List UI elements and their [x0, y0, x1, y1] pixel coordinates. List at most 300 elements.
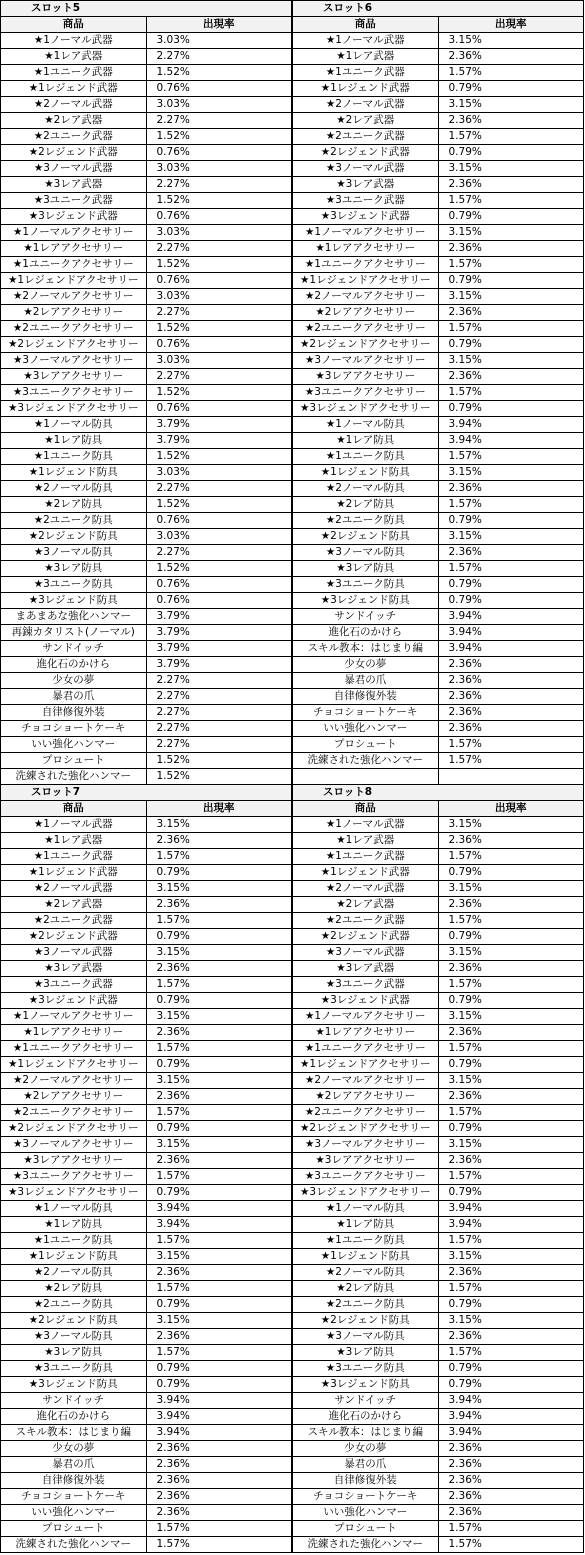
table-row [1, 1169, 292, 1185]
item-rate: 1.57% [438, 385, 584, 401]
table-row [293, 721, 584, 737]
table-row [293, 209, 584, 225]
item-rate: 2.36% [438, 673, 584, 689]
item-rate: 0.79% [438, 273, 584, 289]
item-name: ★1ノーマルアクセサリー [293, 225, 439, 241]
table-row [293, 641, 584, 657]
item-name: ★2レア防具 [293, 1281, 439, 1297]
slot-8-column [292, 784, 584, 1553]
item-name: ★3ユニークアクセサリー [293, 385, 439, 401]
item-rate: 3.15% [438, 1009, 584, 1025]
item-name: ★3レア防具 [293, 1345, 439, 1361]
item-rate: 2.36% [438, 481, 584, 497]
table-row [293, 321, 584, 337]
table-row [1, 1217, 292, 1233]
item-name: ★3レジェンド武器 [293, 993, 439, 1009]
item-rate: 3.03% [146, 161, 292, 177]
column-header-rate: 出現率 [146, 17, 292, 33]
item-name: ★3レア武器 [1, 177, 147, 193]
item-rate: 3.94% [438, 641, 584, 657]
item-name: ★1レアアクセサリー [1, 241, 147, 257]
item-rate: 2.27% [146, 369, 292, 385]
item-name: ★3レジェンド防具 [1, 593, 147, 609]
item-rate: 0.79% [146, 1185, 292, 1201]
slot-7-table [0, 784, 292, 1553]
item-rate: 1.52% [146, 129, 292, 145]
table-row [293, 1377, 584, 1393]
table-row [293, 881, 584, 897]
item-name: ★3ノーマルアクセサリー [293, 353, 439, 369]
item-rate: 2.36% [146, 1505, 292, 1521]
item-name: ★3ユニークアクセサリー [1, 385, 147, 401]
table-row [293, 977, 584, 993]
item-name: サンドイッチ [1, 1393, 147, 1409]
item-rate: 2.36% [438, 1025, 584, 1041]
item-rate: 0.79% [438, 1057, 584, 1073]
item-rate: 2.27% [146, 737, 292, 753]
item-name: ★2ノーマルアクセサリー [1, 1073, 147, 1089]
item-rate: 3.15% [438, 465, 584, 481]
item-name: ★2レジェンド武器 [293, 145, 439, 161]
table-row [293, 289, 584, 305]
item-rate: 2.36% [438, 1153, 584, 1169]
item-rate: 3.03% [146, 289, 292, 305]
item-name: 少女の夢 [1, 673, 147, 689]
item-name: 自律修復外装 [1, 705, 147, 721]
table-row [293, 129, 584, 145]
table-row [1, 49, 292, 65]
item-name: いい強化ハンマー [1, 737, 147, 753]
item-rate: 2.36% [146, 833, 292, 849]
item-rate: 2.36% [438, 305, 584, 321]
table-row [1, 705, 292, 721]
item-name: ★1ノーマル武器 [1, 33, 147, 49]
item-name: 洗練された強化ハンマー [293, 753, 439, 769]
column-header-item: 商品 [293, 17, 439, 33]
item-name: ★1ノーマルアクセサリー [1, 1009, 147, 1025]
item-rate: 2.27% [146, 177, 292, 193]
table-row [1, 753, 292, 769]
table-row [1, 433, 292, 449]
item-name: ★2レアアクセサリー [293, 1089, 439, 1105]
item-name: ★1ノーマル防具 [1, 417, 147, 433]
table-row [293, 1233, 584, 1249]
table-row [293, 449, 584, 465]
table-row [1, 481, 292, 497]
table-row [1, 81, 292, 97]
item-rate: 1.57% [438, 321, 584, 337]
item-name: 再錬カタリスト(ノーマル) [1, 625, 147, 641]
table-row [293, 1009, 584, 1025]
item-rate: 3.15% [438, 33, 584, 49]
table-row [1, 113, 292, 129]
item-rate: 3.03% [146, 465, 292, 481]
item-name: ★2ノーマル防具 [1, 1265, 147, 1281]
item-rate: 2.36% [438, 1089, 584, 1105]
table-row [293, 1153, 584, 1169]
item-rate: 0.76% [146, 401, 292, 417]
table-row [293, 609, 584, 625]
table-row [293, 577, 584, 593]
item-rate: 3.15% [146, 1073, 292, 1089]
item-rate: 2.36% [438, 545, 584, 561]
empty-cell [293, 769, 439, 785]
table-row [293, 33, 584, 49]
item-name: ★3ノーマルアクセサリー [1, 353, 147, 369]
table-row [293, 1457, 584, 1473]
table-row [1, 1377, 292, 1393]
column-header-rate: 出現率 [438, 801, 584, 817]
item-name: ★3レア防具 [1, 1345, 147, 1361]
item-rate: 0.79% [146, 929, 292, 945]
table-row [1, 945, 292, 961]
table-row [293, 1361, 584, 1377]
item-rate: 2.27% [146, 545, 292, 561]
item-rate: 3.15% [146, 945, 292, 961]
item-name: チョコショートケーキ [1, 1489, 147, 1505]
item-rate: 2.36% [438, 689, 584, 705]
item-rate: 3.94% [146, 1409, 292, 1425]
item-rate: 1.57% [146, 977, 292, 993]
table-row [1, 1041, 292, 1057]
table-row [1, 241, 292, 257]
table-row [1, 913, 292, 929]
item-rate: 1.57% [438, 1041, 584, 1057]
item-name: ★2レア武器 [1, 897, 147, 913]
item-rate: 3.94% [438, 433, 584, 449]
table-row [293, 481, 584, 497]
item-name: ★2ノーマル防具 [293, 1265, 439, 1281]
item-rate: 1.57% [438, 1281, 584, 1297]
table-row [1, 593, 292, 609]
table-row [293, 689, 584, 705]
item-rate: 3.15% [438, 1249, 584, 1265]
table-row [1, 321, 292, 337]
item-name: ★3ノーマル武器 [293, 945, 439, 961]
item-name: ★1ユニークアクセサリー [1, 257, 147, 273]
item-rate: 3.15% [438, 529, 584, 545]
item-name: 進化石のかけら [1, 657, 147, 673]
item-rate: 1.57% [438, 977, 584, 993]
table-row [293, 1217, 584, 1233]
item-name: ★3レアアクセサリー [293, 369, 439, 385]
item-rate: 3.03% [146, 97, 292, 113]
item-name: 洗練された強化ハンマー [1, 1537, 147, 1553]
item-rate: 0.79% [438, 1361, 584, 1377]
table-row [293, 369, 584, 385]
item-name: ★3ユニークアクセサリー [1, 1169, 147, 1185]
table-row [293, 1345, 584, 1361]
item-name: ★1レア武器 [293, 49, 439, 65]
item-name: ★1ノーマル武器 [293, 33, 439, 49]
table-row [293, 849, 584, 865]
table-row [1, 1329, 292, 1345]
item-name: ★1レア武器 [1, 833, 147, 849]
table-row [293, 353, 584, 369]
item-name: ★2レジェンドアクセサリー [1, 1121, 147, 1137]
item-rate: 3.79% [146, 625, 292, 641]
table-row [1, 1089, 292, 1105]
item-rate: 2.36% [146, 1329, 292, 1345]
item-rate: 3.94% [438, 1217, 584, 1233]
table-row [293, 401, 584, 417]
slot-6-table [292, 0, 584, 785]
item-rate: 1.57% [438, 753, 584, 769]
item-rate: 0.79% [438, 209, 584, 225]
table-row [1, 1137, 292, 1153]
table-row [1, 1057, 292, 1073]
item-rate: 0.79% [438, 337, 584, 353]
table-row [293, 1025, 584, 1041]
item-rate: 2.36% [438, 49, 584, 65]
item-name: ★3レアアクセサリー [1, 1153, 147, 1169]
table-row [1, 1489, 292, 1505]
item-name: ★3レジェンド武器 [293, 209, 439, 225]
table-row [293, 1185, 584, 1201]
column-header-item: 商品 [293, 801, 439, 817]
item-name: 少女の夢 [293, 657, 439, 673]
item-name: チョコショートケーキ [293, 1489, 439, 1505]
item-rate: 0.79% [146, 1057, 292, 1073]
item-name: サンドイッチ [293, 1393, 439, 1409]
item-name: ★3レア武器 [293, 177, 439, 193]
item-name: ★2ユニークアクセサリー [1, 321, 147, 337]
item-rate: 2.36% [438, 1489, 584, 1505]
item-rate: 1.57% [438, 561, 584, 577]
table-row [293, 433, 584, 449]
item-rate: 3.15% [438, 225, 584, 241]
item-name: ★2ノーマル武器 [293, 881, 439, 897]
item-name: ★3レジェンド防具 [293, 1377, 439, 1393]
table-row [1, 513, 292, 529]
item-name: サンドイッチ [1, 641, 147, 657]
item-rate: 3.15% [146, 1313, 292, 1329]
item-name: ★1レアアクセサリー [293, 1025, 439, 1041]
item-name: ★2レジェンド防具 [293, 529, 439, 545]
item-rate: 2.36% [146, 961, 292, 977]
item-rate: 2.36% [438, 113, 584, 129]
item-rate: 3.15% [438, 817, 584, 833]
item-rate: 2.36% [438, 961, 584, 977]
item-name: ★1レア防具 [293, 433, 439, 449]
item-rate: 0.79% [146, 1377, 292, 1393]
item-name: ★2ユニークアクセサリー [1, 1105, 147, 1121]
table-row [1, 129, 292, 145]
table-row [293, 273, 584, 289]
item-name: 進化石のかけら [293, 1409, 439, 1425]
item-name: ★3ノーマル防具 [293, 545, 439, 561]
item-rate: 2.36% [438, 705, 584, 721]
item-name: ★2ノーマル防具 [293, 481, 439, 497]
item-rate: 3.79% [146, 641, 292, 657]
item-rate: 3.15% [146, 817, 292, 833]
item-rate: 3.15% [438, 881, 584, 897]
item-name: ★3ノーマルアクセサリー [293, 1137, 439, 1153]
table-row [293, 545, 584, 561]
item-rate: 0.79% [146, 993, 292, 1009]
table-row [1, 673, 292, 689]
empty-cell [438, 769, 584, 785]
item-rate: 2.27% [146, 673, 292, 689]
table-row [1, 657, 292, 673]
table-row [1, 1105, 292, 1121]
item-name: ★2ノーマル武器 [293, 97, 439, 113]
item-name: ★1ユニーク防具 [1, 449, 147, 465]
item-name: ★3ユニーク武器 [1, 193, 147, 209]
item-name: ★1レジェンド武器 [1, 81, 147, 97]
item-rate: 1.52% [146, 193, 292, 209]
item-name: ★3ノーマルアクセサリー [1, 1137, 147, 1153]
item-name: ★2レア防具 [293, 497, 439, 513]
item-name: ★3レア武器 [293, 961, 439, 977]
table-row [1, 561, 292, 577]
item-rate: 1.57% [146, 1521, 292, 1537]
table-row [1, 97, 292, 113]
table-row [1, 257, 292, 273]
item-name: プロシュート [293, 1521, 439, 1537]
table-row [1, 417, 292, 433]
item-name: ★1ユニーク武器 [293, 849, 439, 865]
slot-title: スロット6 [293, 1, 584, 17]
item-rate: 2.36% [146, 897, 292, 913]
table-row [1, 1265, 292, 1281]
slot-title-row [1, 1, 292, 17]
table-row [1, 385, 292, 401]
item-rate: 1.57% [146, 1537, 292, 1553]
item-name: ★1レジェンドアクセサリー [293, 1057, 439, 1073]
item-rate: 3.03% [146, 353, 292, 369]
table-row [293, 145, 584, 161]
table-row [293, 49, 584, 65]
item-rate: 1.57% [438, 1345, 584, 1361]
table-row [1, 1233, 292, 1249]
item-rate: 2.27% [146, 705, 292, 721]
item-name: ★1レジェンド武器 [293, 81, 439, 97]
table-row [1, 1505, 292, 1521]
item-rate: 3.15% [438, 289, 584, 305]
item-rate: 0.79% [438, 401, 584, 417]
item-rate: 3.79% [146, 433, 292, 449]
table-row [1, 1121, 292, 1137]
item-name: ★1レジェンド防具 [293, 465, 439, 481]
item-name: ★2レジェンド防具 [293, 1313, 439, 1329]
item-rate: 1.57% [438, 449, 584, 465]
item-rate: 1.52% [146, 497, 292, 513]
item-rate: 0.76% [146, 81, 292, 97]
item-rate: 2.36% [146, 1025, 292, 1041]
item-name: ★2レジェンド防具 [1, 529, 147, 545]
item-name: 暴君の爪 [1, 689, 147, 705]
table-row [1, 577, 292, 593]
item-rate: 2.36% [438, 657, 584, 673]
slot-title: スロット5 [1, 1, 292, 17]
table-row [293, 1297, 584, 1313]
table-row [1, 817, 292, 833]
column-header-rate: 出現率 [146, 801, 292, 817]
table-row [293, 161, 584, 177]
item-name: ★2ユニーク武器 [1, 913, 147, 929]
item-name: ★2レジェンド武器 [1, 145, 147, 161]
item-name: 進化石のかけら [293, 625, 439, 641]
item-name: ★2レジェンド武器 [293, 929, 439, 945]
table-row [1, 641, 292, 657]
table-row [1, 1185, 292, 1201]
item-rate: 2.36% [438, 897, 584, 913]
table-row [1, 1409, 292, 1425]
item-rate: 1.52% [146, 449, 292, 465]
item-rate: 0.79% [438, 929, 584, 945]
item-name: ★2ノーマルアクセサリー [293, 289, 439, 305]
item-rate: 2.36% [438, 177, 584, 193]
table-row [1, 833, 292, 849]
item-name: ★1ノーマルアクセサリー [293, 1009, 439, 1025]
item-name: 暴君の爪 [293, 1457, 439, 1473]
table-row [293, 657, 584, 673]
item-name: ★2ノーマル武器 [1, 881, 147, 897]
item-name: ★3ユニーク武器 [293, 977, 439, 993]
table-row [1, 161, 292, 177]
item-rate: 2.36% [146, 1265, 292, 1281]
table-row [293, 1425, 584, 1441]
item-rate: 3.15% [438, 97, 584, 113]
item-name: ★2ユニーク防具 [1, 513, 147, 529]
item-rate: 2.36% [438, 1265, 584, 1281]
item-rate: 1.57% [146, 913, 292, 929]
item-rate: 1.52% [146, 257, 292, 273]
item-rate: 0.79% [146, 1361, 292, 1377]
item-name: ★1ノーマル防具 [1, 1201, 147, 1217]
item-rate: 1.57% [438, 1233, 584, 1249]
table-row [293, 193, 584, 209]
item-rate: 3.79% [146, 417, 292, 433]
item-rate: 1.57% [438, 1521, 584, 1537]
item-rate: 1.52% [146, 769, 292, 785]
item-name: ★1レアアクセサリー [293, 241, 439, 257]
item-rate: 3.03% [146, 529, 292, 545]
item-rate: 3.15% [438, 161, 584, 177]
item-name: ★3ノーマル武器 [293, 161, 439, 177]
table-row [1, 193, 292, 209]
item-rate: 3.79% [146, 609, 292, 625]
item-rate: 0.76% [146, 513, 292, 529]
item-name: ★3レジェンドアクセサリー [1, 1185, 147, 1201]
table-row [1, 1281, 292, 1297]
table-row [1, 449, 292, 465]
table-row [293, 561, 584, 577]
item-rate: 2.27% [146, 241, 292, 257]
item-rate: 2.36% [438, 369, 584, 385]
table-row [1, 305, 292, 321]
slot-title: スロット7 [1, 785, 292, 801]
item-name: ★2レアアクセサリー [1, 1089, 147, 1105]
item-rate: 3.15% [438, 1073, 584, 1089]
item-rate: 1.57% [438, 129, 584, 145]
item-name: ★3ユニーク武器 [1, 977, 147, 993]
item-rate: 2.36% [438, 1473, 584, 1489]
table-row [293, 625, 584, 641]
table-row [1, 1393, 292, 1409]
item-name: ★2ユニーク武器 [293, 913, 439, 929]
table-row [293, 1105, 584, 1121]
item-name: ★2ユニークアクセサリー [293, 1105, 439, 1121]
item-rate: 2.27% [146, 721, 292, 737]
table-row [1, 225, 292, 241]
item-rate: 1.57% [438, 913, 584, 929]
table-row [293, 497, 584, 513]
item-rate: 1.52% [146, 561, 292, 577]
item-name: ★3ユニーク防具 [293, 577, 439, 593]
table-row [1, 977, 292, 993]
